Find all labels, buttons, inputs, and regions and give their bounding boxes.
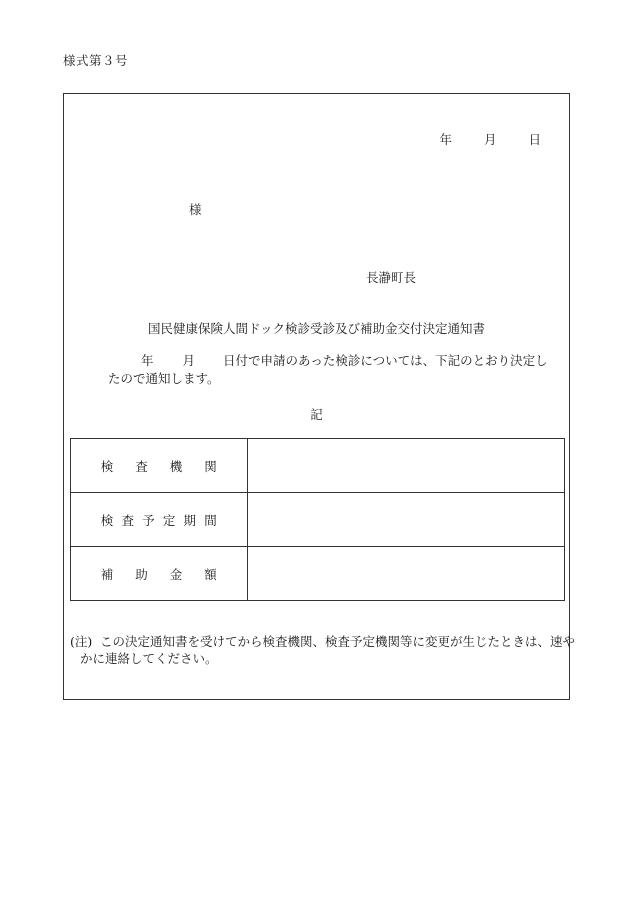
table-row <box>71 493 565 547</box>
addressee-suffix: 様 <box>189 202 202 217</box>
label-char: 助 <box>135 566 148 582</box>
document-title: 国民健康保険人間ドック検診受診及び補助金交付決定通知書 <box>147 321 485 336</box>
form-number: 様式第３号 <box>63 53 129 68</box>
date-line <box>439 130 541 148</box>
ki-heading: 記 <box>310 407 323 422</box>
date-year-label: 年 <box>439 132 452 147</box>
label-char: 検 <box>100 512 114 528</box>
table-row <box>71 439 565 493</box>
label-char: 額 <box>204 566 217 582</box>
body-year-label: 年 <box>141 353 154 368</box>
label-inspection-period <box>71 493 248 547</box>
issuer: 長瀞町長 <box>366 270 417 285</box>
body-line-1-text: 日付で申請のあった検診については、下記のとおり決定し <box>223 353 548 368</box>
label-inspection-institution <box>71 439 248 493</box>
label-char: 補 <box>100 566 114 582</box>
table-row <box>71 547 565 601</box>
date-month-label: 月 <box>483 132 497 147</box>
label-char: 金 <box>169 566 183 582</box>
note <box>70 633 576 667</box>
label-char: 定 <box>162 512 176 528</box>
label-subsidy-amount <box>71 547 248 601</box>
label-char: 査 <box>121 512 134 528</box>
info-table <box>70 438 565 601</box>
note-line-2: かに連絡してください。 <box>80 651 218 666</box>
label-char: 期 <box>183 512 197 528</box>
value-inspection-period[interactable] <box>247 493 564 547</box>
value-inspection-institution[interactable] <box>247 439 564 493</box>
document-frame <box>63 93 576 700</box>
value-subsidy-amount[interactable] <box>247 547 564 601</box>
date-day-label: 日 <box>528 132 541 147</box>
body-line-1 <box>108 352 563 370</box>
note-line-1 <box>70 633 576 650</box>
body-month-label: 月 <box>182 353 196 368</box>
body-text <box>108 352 563 388</box>
label-char: 機 <box>169 458 183 474</box>
label-char: 関 <box>204 458 217 474</box>
note-head: (注) <box>70 634 93 649</box>
note-line-1-text: この決定通知書を受けてから検査機関、検査予定機関等に変更が生じたときは、速や <box>100 634 576 649</box>
label-char: 予 <box>142 512 155 528</box>
label-char: 検 <box>100 458 114 474</box>
body-line-2: たので通知します。 <box>108 371 220 386</box>
label-char: 査 <box>135 458 148 474</box>
label-char: 間 <box>204 512 217 528</box>
